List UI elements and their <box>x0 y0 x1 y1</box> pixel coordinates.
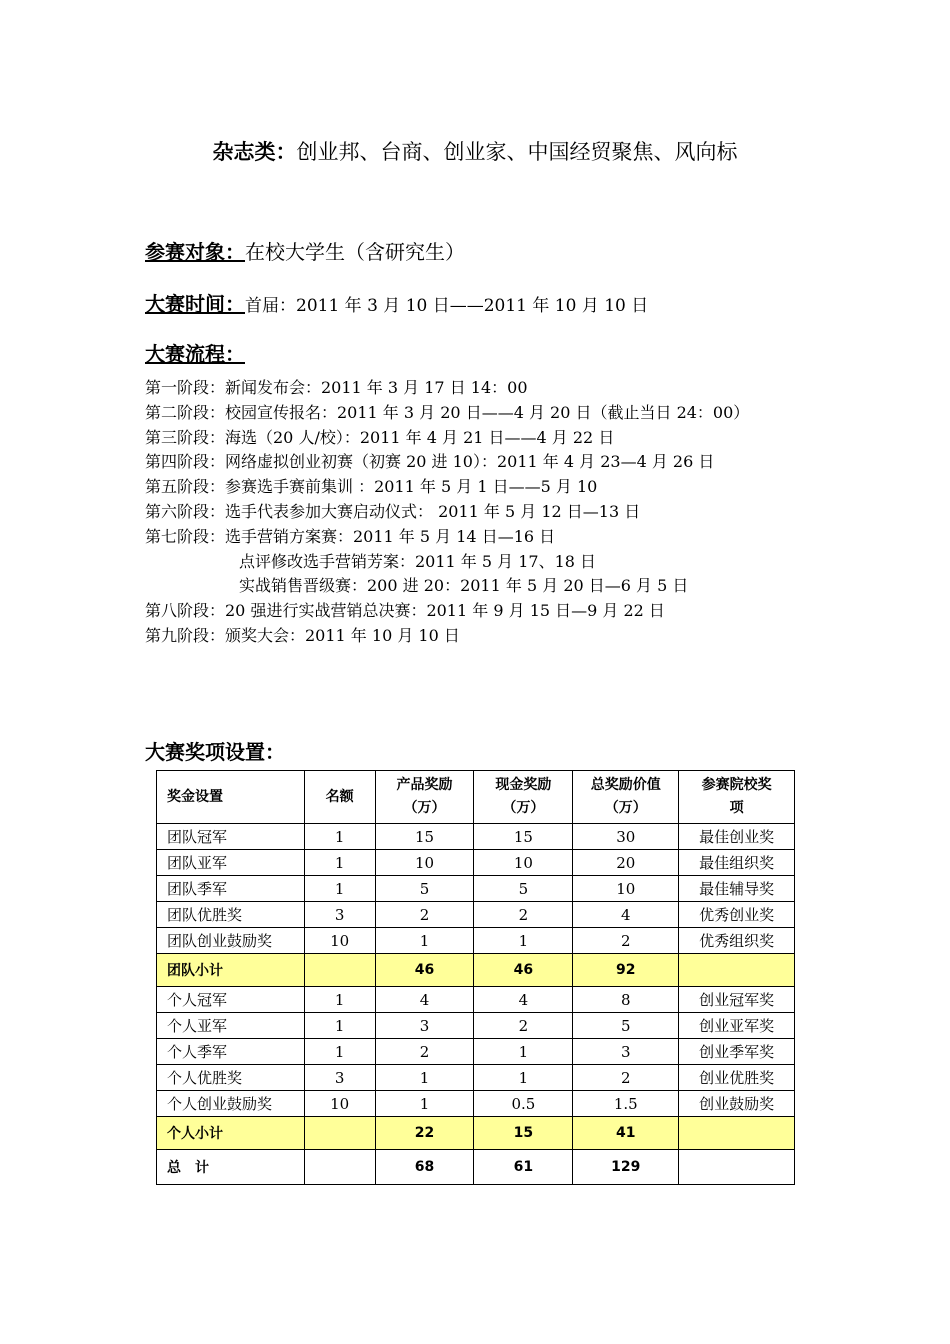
awards-header-row <box>157 771 795 824</box>
stage-6: 第六阶段：选手代表参加大赛启动仪式： 2011 年 5 月 12 日—13 日 <box>145 501 641 521</box>
cell: 个人创业鼓励奖 <box>157 1091 305 1117</box>
cell: 61 <box>474 1150 573 1185</box>
table-row <box>157 902 795 928</box>
cell: 10 <box>304 928 375 954</box>
cell: 1 <box>474 1065 573 1091</box>
process-label: 大赛流程： <box>145 342 245 366</box>
cell: 创业亚军奖 <box>679 1013 795 1039</box>
cell: 5 <box>375 876 474 902</box>
cell: 1 <box>304 824 375 850</box>
cell: 总 计 <box>157 1150 305 1185</box>
cell: 3 <box>304 1065 375 1091</box>
cell: 30 <box>573 824 679 850</box>
cell: 最佳组织奖 <box>679 850 795 876</box>
table-row <box>157 850 795 876</box>
cell: 68 <box>375 1150 474 1185</box>
stage-1: 第一阶段：新闻发布会：2011 年 3 月 17 日 14：00 <box>145 378 528 397</box>
cell: 2 <box>573 1065 679 1091</box>
cell: 1 <box>304 1039 375 1065</box>
cell: 2 <box>573 928 679 954</box>
stage-7-sub-2: 实战销售晋级赛：200 进 20：2011 年 5 月 20 日—6 月 5 日 <box>239 576 689 596</box>
header-cash-reward: 现金奖励 （万） <box>474 771 573 824</box>
cell: 个人冠军 <box>157 987 305 1013</box>
cell: 1 <box>375 928 474 954</box>
cell: 团队小计 <box>157 954 305 987</box>
cell: 团队亚军 <box>157 850 305 876</box>
cell: 个人季军 <box>157 1039 305 1065</box>
cell: 4 <box>573 902 679 928</box>
awards-title: 大赛奖项设置： <box>145 740 285 764</box>
cell: 10 <box>375 850 474 876</box>
magazines-line <box>0 136 950 166</box>
cell: 4 <box>474 987 573 1013</box>
cell: 41 <box>573 1117 679 1150</box>
stage-9: 第九阶段：颁奖大会：2011 年 10 月 10 日 <box>145 625 460 645</box>
cell <box>679 1117 795 1150</box>
cell: 92 <box>573 954 679 987</box>
cell: 最佳辅导奖 <box>679 876 795 902</box>
header-school-award: 参赛院校奖 项 <box>679 771 795 824</box>
cell: 20 <box>573 850 679 876</box>
cell <box>304 954 375 987</box>
process-stage-list <box>145 376 805 649</box>
cell <box>679 954 795 987</box>
magazines-text: 创业邦、台商、创业家、中国经贸聚焦、风向标 <box>296 140 738 164</box>
cell: 15 <box>474 1117 573 1150</box>
stage-4: 第四阶段：网络虚拟创业初赛（初赛 20 进 10）：2011 年 4 月 23—4 月 26 日 <box>145 452 715 472</box>
cell: 10 <box>474 850 573 876</box>
cell: 创业鼓励奖 <box>679 1091 795 1117</box>
cell: 个人小计 <box>157 1117 305 1150</box>
cell: 8 <box>573 987 679 1013</box>
cell: 1 <box>375 1065 474 1091</box>
cell: 3 <box>573 1039 679 1065</box>
cell: 3 <box>304 902 375 928</box>
table-row <box>157 928 795 954</box>
team-subtotal-row <box>157 954 795 987</box>
contest-time-label: 大赛时间： <box>145 292 245 316</box>
cell: 5 <box>474 876 573 902</box>
cell: 团队季军 <box>157 876 305 902</box>
cell: 2 <box>474 902 573 928</box>
total-row <box>157 1150 795 1185</box>
participants-text: 在校大学生（含研究生） <box>245 240 465 264</box>
header-product-reward: 产品奖励 （万） <box>375 771 474 824</box>
cell: 46 <box>375 954 474 987</box>
cell: 最佳创业奖 <box>679 824 795 850</box>
stage-7-sub-1: 点评修改选手营销芳案：2011 年 5 月 17、18 日 <box>239 551 597 571</box>
contest-time-text: 首届：2011 年 3 月 10 日——2011 年 10 月 10 日 <box>245 296 649 316</box>
participants-label: 参赛对象： <box>145 240 245 264</box>
cell: 团队创业鼓励奖 <box>157 928 305 954</box>
cell: 创业季军奖 <box>679 1039 795 1065</box>
cell: 1 <box>304 987 375 1013</box>
cell: 46 <box>474 954 573 987</box>
cell: 1 <box>474 928 573 954</box>
stage-5: 第五阶段：参赛选手赛前集训 ：2011 年 5 月 1 日——5 月 10 <box>145 477 598 497</box>
cell: 1 <box>304 1013 375 1039</box>
stage-3: 第三阶段：海选（20 人/校）：2011 年 4 月 21 日——4 月 22 日 <box>145 427 615 447</box>
cell: 优秀创业奖 <box>679 902 795 928</box>
cell: 3 <box>375 1013 474 1039</box>
participants-line <box>145 236 465 265</box>
cell: 1 <box>474 1039 573 1065</box>
stage-7: 第七阶段：选手营销方案赛：2011 年 5 月 14 日—16 日 <box>145 526 556 546</box>
cell: 10 <box>304 1091 375 1117</box>
cell: 2 <box>375 902 474 928</box>
cell: 22 <box>375 1117 474 1150</box>
cell: 4 <box>375 987 474 1013</box>
cell: 创业冠军奖 <box>679 987 795 1013</box>
cell: 团队优胜奖 <box>157 902 305 928</box>
process-heading <box>145 338 245 367</box>
contest-time-line <box>145 288 648 317</box>
cell: 5 <box>573 1013 679 1039</box>
cell: 0.5 <box>474 1091 573 1117</box>
table-row <box>157 1091 795 1117</box>
cell: 个人优胜奖 <box>157 1065 305 1091</box>
cell: 1 <box>304 876 375 902</box>
header-quota: 名额 <box>304 771 375 824</box>
table-row <box>157 1065 795 1091</box>
header-prize-setting: 奖金设置 <box>157 771 305 824</box>
cell: 团队冠军 <box>157 824 305 850</box>
awards-table <box>156 770 795 1185</box>
cell: 15 <box>474 824 573 850</box>
cell: 10 <box>573 876 679 902</box>
table-row <box>157 987 795 1013</box>
cell <box>679 1150 795 1185</box>
cell <box>304 1117 375 1150</box>
cell: 创业优胜奖 <box>679 1065 795 1091</box>
cell <box>304 1150 375 1185</box>
awards-body <box>157 824 795 1185</box>
table-row <box>157 876 795 902</box>
table-row <box>157 1039 795 1065</box>
stage-8: 第八阶段：20 强进行实战营销总决赛：2011 年 9 月 15 日—9 月 22 日 <box>145 601 665 621</box>
cell: 个人亚军 <box>157 1013 305 1039</box>
stage-2: 第二阶段：校园宣传报名：2011 年 3 月 20 日——4 月 20 日（截止当日 24：00） <box>145 402 750 422</box>
table-row <box>157 824 795 850</box>
cell: 优秀组织奖 <box>679 928 795 954</box>
cell: 15 <box>375 824 474 850</box>
cell: 1 <box>304 850 375 876</box>
cell: 1 <box>375 1091 474 1117</box>
table-row <box>157 1013 795 1039</box>
magazines-label: 杂志类： <box>212 140 297 164</box>
header-total-value: 总奖励价值 （万） <box>573 771 679 824</box>
individual-subtotal-row <box>157 1117 795 1150</box>
cell: 129 <box>573 1150 679 1185</box>
cell: 2 <box>474 1013 573 1039</box>
cell: 2 <box>375 1039 474 1065</box>
cell: 1.5 <box>573 1091 679 1117</box>
